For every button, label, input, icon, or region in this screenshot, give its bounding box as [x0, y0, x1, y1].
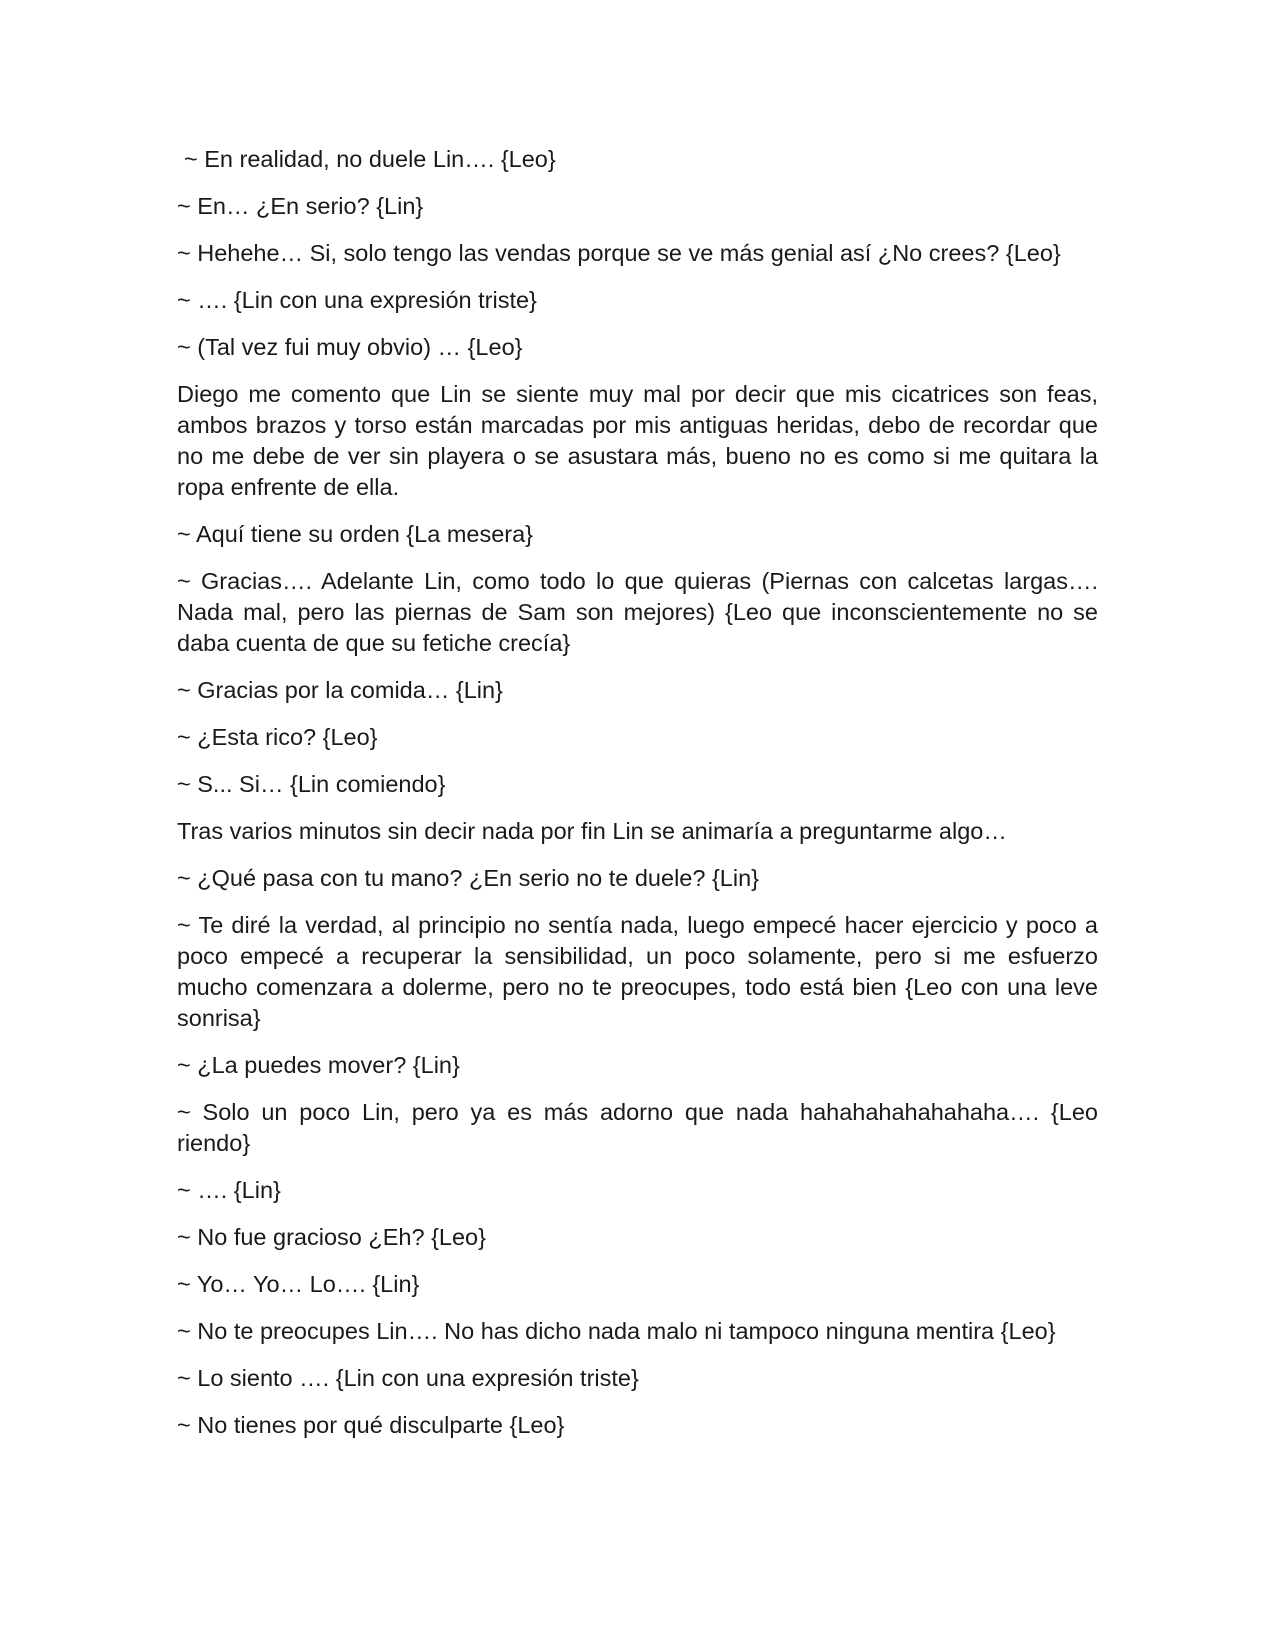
paragraph: ~ Aquí tiene su orden {La mesera} [177, 521, 534, 547]
paragraph: ~ Solo un poco Lin, pero ya es más adorno que nada hahahahahahahaha…. {Leo riendo} [177, 1099, 1098, 1156]
paragraph: Diego me comento que Lin se siente muy mal por decir que mis cicatrices son feas, ambos brazos y torso están marcadas por mis antiguas heridas, debo de recordar que no me debe de ver sin playera o se asustara más, bueno no es como si me quitara la ropa enfrente de ella. [177, 381, 1098, 500]
paragraph: ~ No fue gracioso ¿Eh? {Leo} [177, 1224, 486, 1250]
paragraph: ~ Lo siento …. {Lin con una expresión triste} [177, 1365, 639, 1391]
paragraph: ~ S... Si… {Lin comiendo} [177, 771, 446, 797]
paragraph: ~ Yo… Yo… Lo…. {Lin} [177, 1271, 420, 1297]
paragraph: ~ ¿Qué pasa con tu mano? ¿En serio no te duele? {Lin} [177, 865, 760, 891]
paragraph: ~ ¿La puedes mover? {Lin} [177, 1052, 460, 1078]
paragraph: ~ …. {Lin} [177, 1177, 281, 1203]
paragraph: ~ Gracias por la comida… {Lin} [177, 677, 503, 703]
paragraph: ~ No tienes por qué disculparte {Leo} [177, 1412, 565, 1438]
paragraph: ~ Gracias…. Adelante Lin, como todo lo que quieras (Piernas con calcetas largas…. Nada mal, pero las piernas de Sam son mejores) {Leo que inconscientemente no se daba cuenta de que su fetiche crecía} [177, 568, 1098, 656]
paragraph: ~ …. {Lin con una expresión triste} [177, 287, 537, 313]
paragraph: ~ ¿Esta rico? {Leo} [177, 724, 378, 750]
paragraph: ~ (Tal vez fui muy obvio) … {Leo} [177, 334, 523, 360]
paragraph: ~ En… ¿En serio? {Lin} [177, 193, 424, 219]
text-column [177, 144, 1098, 1457]
paragraph: ~ Te diré la verdad, al principio no sentía nada, luego empecé hacer ejercicio y poco a poco empecé a recuperar la sensibilidad, un poco solamente, pero si me esfuerzo mucho comenzara a dolerme, pero no te preocupes, todo está bien {Leo con una leve sonrisa} [177, 912, 1098, 1031]
paragraph: ~ En realidad, no duele Lin…. {Leo} [184, 146, 556, 172]
paragraph: ~ No te preocupes Lin…. No has dicho nada malo ni tampoco ninguna mentira {Leo} [177, 1318, 1056, 1344]
paragraph: ~ Hehehe… Si, solo tengo las vendas porque se ve más genial así ¿No crees? {Leo} [177, 240, 1061, 266]
paragraph: Tras varios minutos sin decir nada por fin Lin se animaría a preguntarme algo… [177, 818, 1007, 844]
